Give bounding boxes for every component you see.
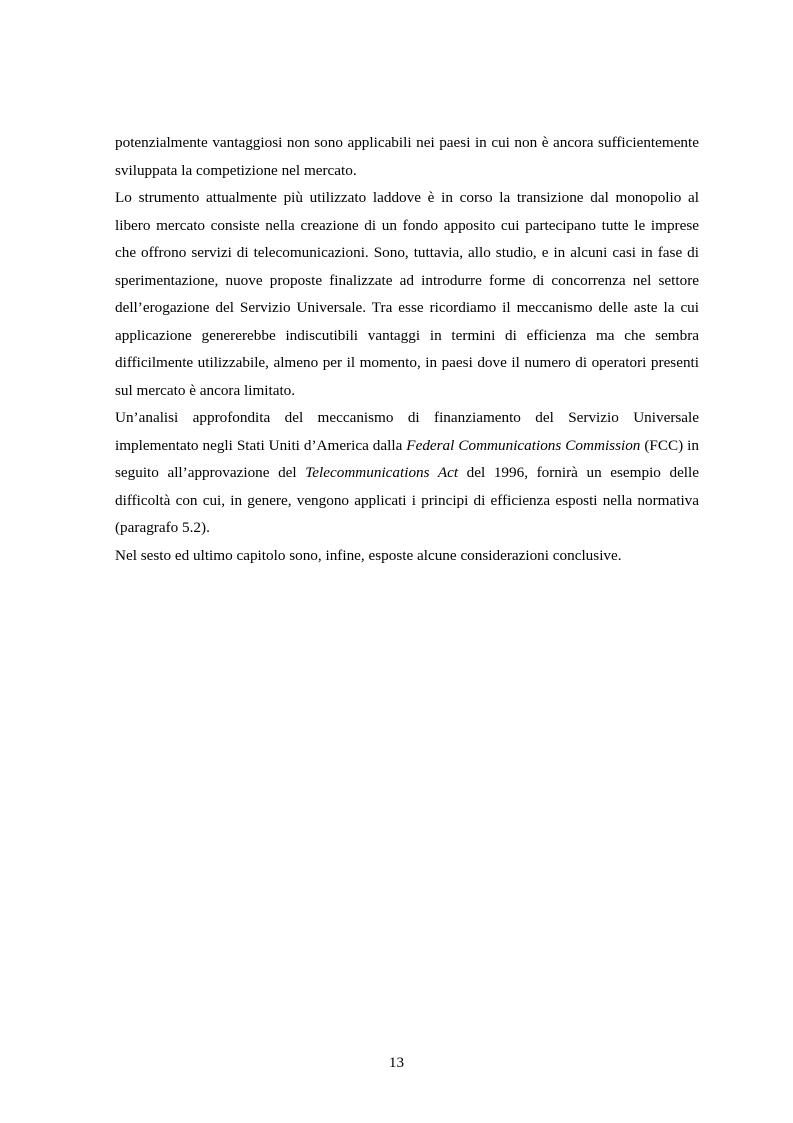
paragraph-4: Nel sesto ed ultimo capitolo sono, infine, esposte alcune considerazioni conclusive. [115,546,622,564]
fcc-name-italic: Federal Communications Commission [406,436,641,454]
paragraph-2: Lo strumento attualmente più utilizzato laddove è in corso la transizione dal monopolio al libero mercato consiste nella creazione di un fondo apposito cui partecipano tutte le imprese che offrono servizi di telecomunicazioni. Sono, tuttavia, allo studio, e in alcuni casi in fase di sperimentazione, nuove proposte finalizzate ad introdurre forme di concorrenza nel settore dell’erogazione del Servizio Universale. Tra esse ricordiamo il meccanismo delle aste la cui applicazione genererebbe indiscutibili vantaggi in termini di efficienza ma che sembra difficilmente utilizzabile, almeno per il momento, in paesi dove il numero di operatori presenti sul mercato è ancora limitato. [115,189,699,399]
paragraph-3-text-3: del 1996, fornirà un esempio delle difficoltà con cui, in genere, vengono applicati i principi di efficienza esposti nella normativa (paragrafo 5.2). [115,464,699,536]
page-number: 13 [388,1054,405,1071]
body-text [115,129,699,569]
paragraph-3 [115,404,699,542]
paragraph-1: potenzialmente vantaggiosi non sono applicabili nei paesi in cui non è ancora sufficientemente sviluppata la competizione nel mercato. [115,134,699,179]
telecom-act-italic: Telecommunications Act [305,464,459,481]
paragraph-3-text-2: (FCC) in seguito all’approvazione del [115,436,699,481]
paragraph-3-text-1: Un’analisi approfondita del meccanismo di finanziamento del Servizio Universale implementato negli Stati Uniti d’America dalla [115,409,699,454]
